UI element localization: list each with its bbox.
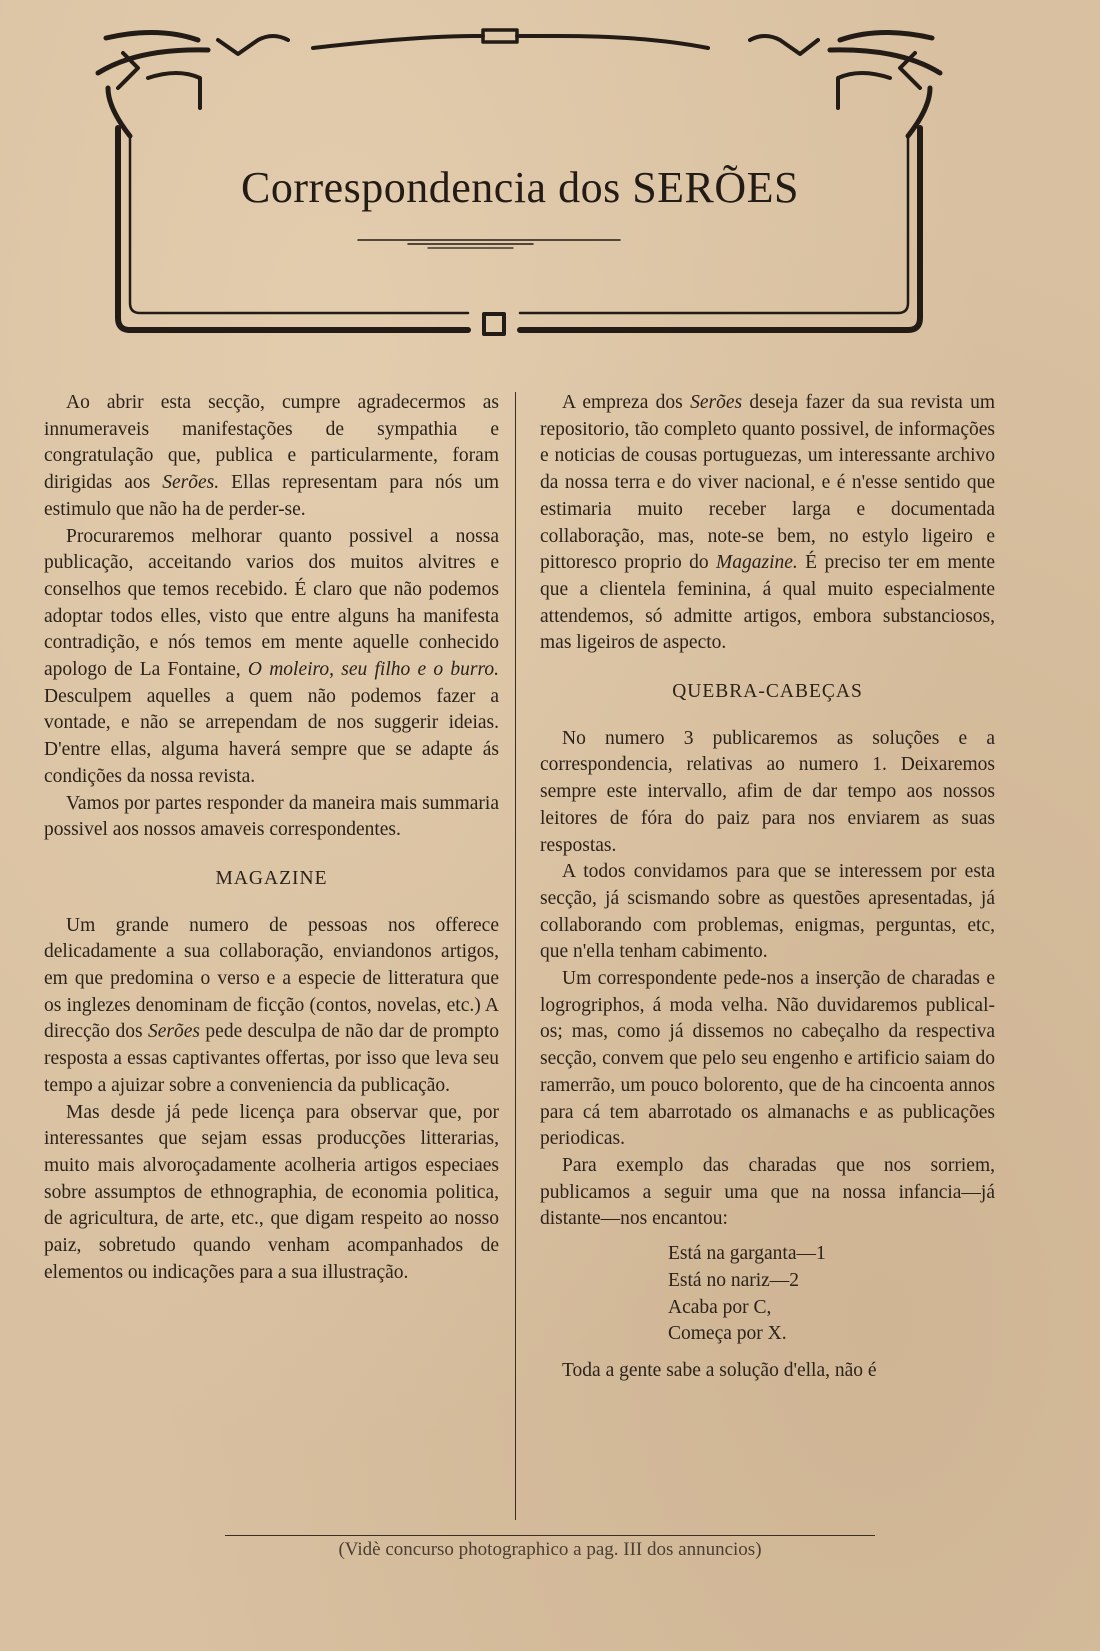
paragraph: Um grande numero de pessoas nos offerece delicadamente a sua collaboração, enviandonos artigos, em que predomina o verso e a especie de litteratura que os inglezes denominam de ficção (contos, novelas, etc.) A direcção dos Serões pede desculpa de não dar de prompto resposta a essas captivantes offertas, por isso que leva seu tempo a ajuizar sobre a conveniencia da publicação. (44, 914, 500, 1096)
paragraph: Procuraremos melhorar quanto possivel a nossa publicação, acceitando varios dos muitos alvitres e conselhos que temos recebido. É claro que não podemos adoptar todos elles, visto que entre alguns ha manifesta contradição, e nós temos em mente aquelle conhecido apologo de La Fontaine, O moleiro, seu filho e o burro. Desculpem aquelles a quem não podemos fazer a vontade, e não se arrependam de nos suggerir ideias. D'entre ellas, alguma haverá sempre que se adapte ás condições da nossa revista. (44, 525, 499, 787)
footer-rule (225, 1535, 875, 1536)
right-column (540, 390, 995, 1385)
paragraph: A empreza dos Serões deseja fazer da sua revista um repositorio, tão completo quanto possivel, de informações e noticias de cousas portuguezas, um interessante archivo da nossa terra e do viver nacional, e é n'esse sentido que estimaria muito receber larga e documentada collaboração, mas, note-se bem, no estylo ligeiro e pittoresco proprio do Magazine. É preciso ter em mente que a clientela feminina, á qual muito especialmente attendemos, só admitte artigos, embora substanciosos, mas ligeiros de aspecto. (540, 392, 995, 654)
paragraph: Mas desde já pede licença para observar que, por interessantes que sejam essas producções litterarias, muito mais alvoroçadamente acolheria artigos especiaes sobre assumptos de ethnographia, de economia politica, de agricultura, de arte, etc., que digam respeito ao nosso paiz, sobretudo quando venham acompanhados de elementos ou indicações para a sua illustração. (44, 1101, 499, 1283)
paragraph: Para exemplo das charadas que nos sorriem, publicamos a seguir uma que na nossa infancia—já distante—nos encantou: (540, 1154, 995, 1230)
verse-line: Acaba por C, (668, 1296, 772, 1318)
verse-line: Está na garganta—1 (668, 1243, 826, 1265)
verse-line: Começa por X. (668, 1323, 787, 1345)
section-heading-magazine: MAGAZINE (215, 867, 328, 889)
paragraph: Toda a gente sabe a solução d'ella, não é (562, 1359, 877, 1381)
footer-note: (Vidè concurso photographico a pag. III dos annuncios) (338, 1539, 762, 1560)
paragraph: No numero 3 publicaremos as soluções e a correspondencia, relativas ao numero 1. Deixaremos sempre este intervallo, afim de dar tempo aos nossos leitores de fóra do paiz para nos enviarem as suas respostas. (540, 727, 995, 856)
page-title: Correspondencia dos SERÕES (240, 163, 800, 212)
verse-line: Está no nariz—2 (668, 1269, 800, 1291)
left-column (44, 390, 499, 1287)
section-heading-quebra-cabecas: QUEBRA-CABEÇAS (672, 681, 863, 703)
paragraph: Vamos por partes responder da maneira mais summaria possivel aos nossos amaveis correspondentes. (44, 792, 499, 841)
column-divider (515, 392, 516, 1520)
paragraph: A todos convidamos para que se interessem por esta secção, já scismando sobre as questões apresentadas, já collaborando com problemas, enigmas, perguntas, etc, que n'ella tenham cabimento. (540, 861, 995, 963)
paragraph: Um correspondente pede-nos a inserção de charadas e logrogriphos, á moda velha. Não duvidaremos publical-os; mas, como já dissemos no cabeçalho da respectiva secção, convem que pelo seu engenho e artificio saiam do ramerrão, um pouco bolorento, que de ha cincoenta annos para cá tem abarrotado os almanachs e as publicações periodicas. (540, 968, 995, 1150)
paragraph: Ao abrir esta secção, cumpre agradecermos as innumeraveis manifestações de sympathia e congratulação que, publica e particularmente, foram dirigidas aos Serões. Ellas representam para nós um estimulo que não ha de perder-se. (44, 392, 499, 520)
charade-verse (540, 1241, 995, 1348)
